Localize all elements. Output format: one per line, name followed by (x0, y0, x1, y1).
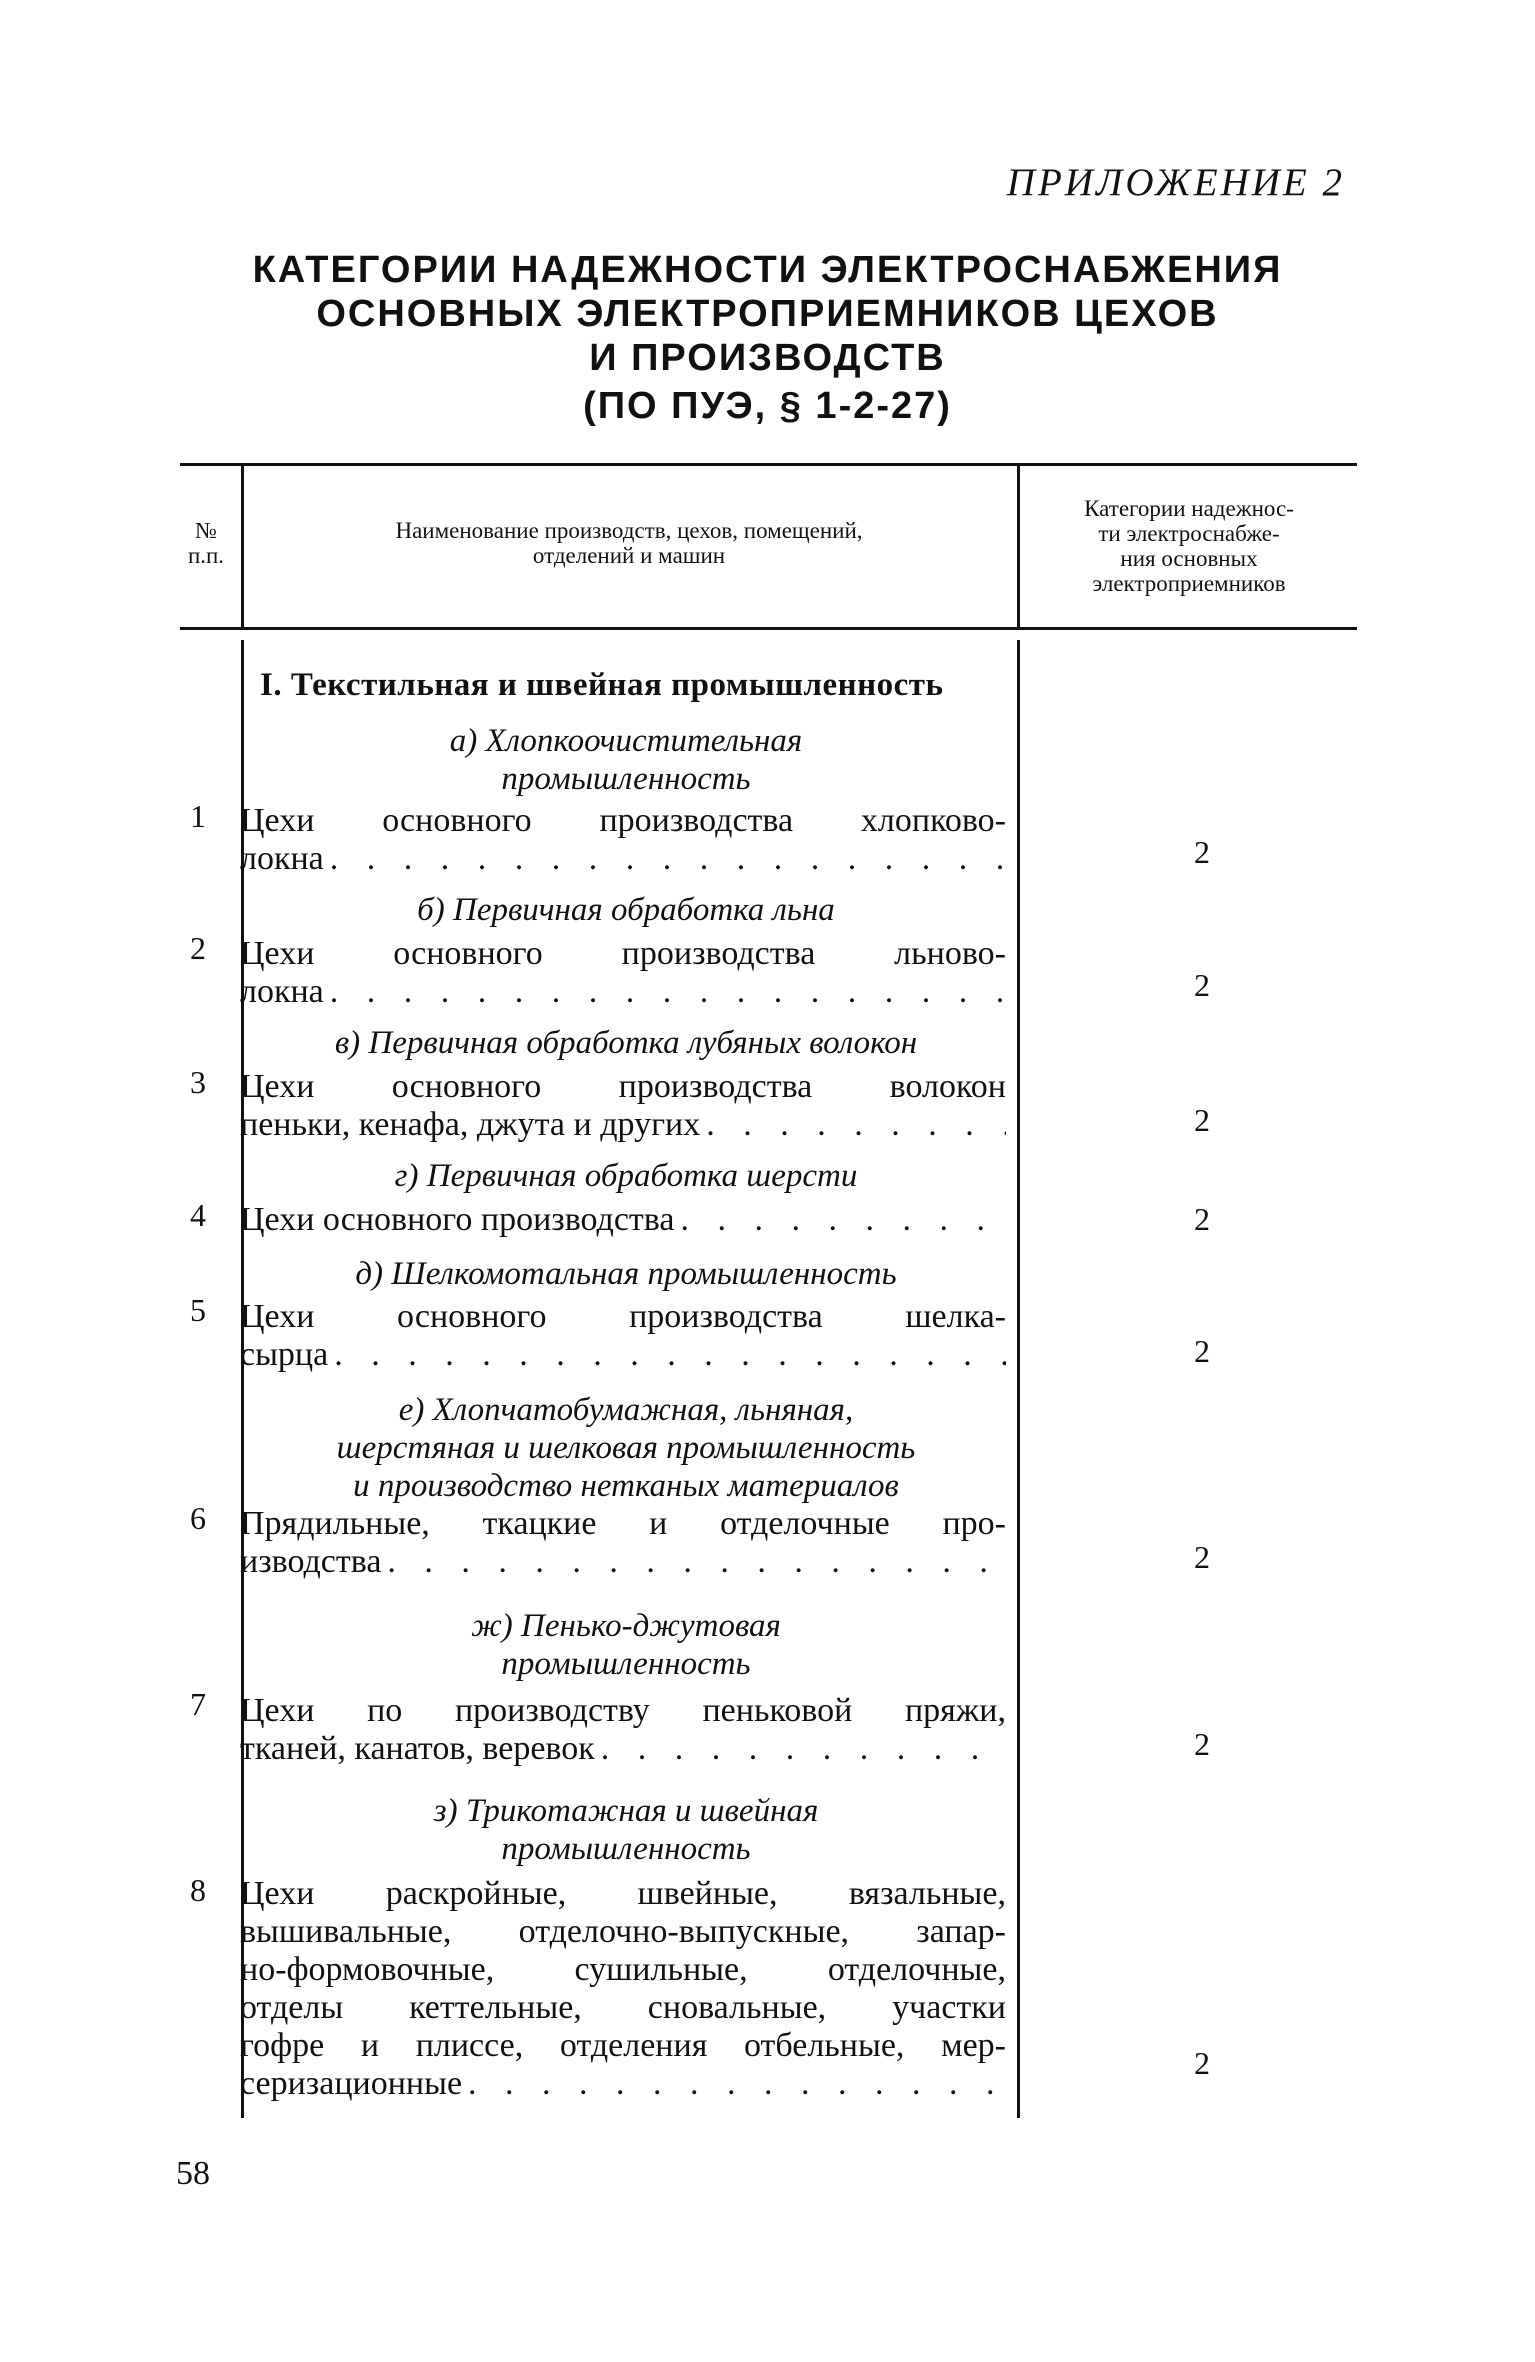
dot-leader (324, 840, 1006, 878)
row-category: 2 (1194, 1726, 1210, 1762)
subsection-heading: з) Трикотажная и швейная промышленность (433, 1793, 819, 1867)
subsection-heading: а) Хлопкоочистительная промышленность (449, 723, 803, 797)
row-category: 2 (1194, 1333, 1210, 1369)
dot-leader (595, 1730, 1006, 1768)
appendix-label: ПРИЛОЖЕНИЕ 2 (1006, 161, 1345, 204)
table-top-rule (180, 463, 1357, 466)
row-number: 5 (190, 1292, 206, 1328)
dot-leader (324, 973, 1006, 1011)
subsection-heading: ж) Пенько-джутовая промышленность (471, 1608, 781, 1682)
dot-leader (381, 1543, 1006, 1581)
row-text: Прядильные, ткацкие и отделочные про- изводства . . . (240, 1505, 1006, 1581)
header-category: Категории надежнос- ти электроснабже- ния основных электроприемников (1084, 496, 1294, 596)
row-text: Цехи основного производства волокон пеньки, кенафа, джута и других . . . (240, 1068, 1006, 1144)
subsection-heading: г) Первичная обработка шерсти (394, 1158, 858, 1194)
row-category: 2 (1194, 2045, 1210, 2081)
subsection-heading: е) Хлопчатобумажная, льняная, шерстяная и шелковая промышленность и производство нетканых материалов (336, 1392, 916, 1504)
title-line-4: (ПО ПУЭ, § 1-2-27) (583, 385, 952, 427)
title-line-3: И ПРОИЗВОДСТВ (589, 337, 946, 379)
row-text: Цехи раскройные, швейные, вязальные, вышивальные, отделочно-выпускные, запар- но-формовочные, сушильные, отделочные, отделы кеттельные, сновальные, участки гофре и плиссе, отделения отбельные, мер- серизационные . . . (240, 1875, 1006, 2103)
row-text: Цехи основного производства . . . (240, 1201, 1006, 1239)
row-number: 1 (190, 798, 206, 834)
row-text: Цехи по производству пеньковой пряжи, тканей, канатов, веревок . . . (240, 1692, 1006, 1768)
dot-leader (700, 1106, 1006, 1144)
row-category: 2 (1194, 834, 1210, 870)
subsection-heading: в) Первичная обработка лубяных волокон (334, 1025, 918, 1061)
row-number: 8 (190, 1872, 206, 1908)
header-number: № п.п. (187, 518, 225, 568)
row-number: 7 (190, 1686, 206, 1722)
page-number: 58 (176, 2155, 210, 2192)
subsection-heading: б) Первичная обработка льна (417, 892, 835, 928)
row-number: 3 (190, 1064, 206, 1100)
table-header-rule (180, 627, 1357, 630)
title-line-2: ОСНОВНЫХ ЭЛЕКТРОПРИЕМНИКОВ ЦЕХОВ (316, 293, 1219, 335)
table-body-divider-right (1017, 640, 1020, 2118)
subsection-heading: д) Шелкомотальная промышленность (355, 1256, 897, 1292)
dot-leader (674, 1201, 1006, 1239)
row-number: 4 (190, 1197, 206, 1233)
row-text: Цехи основного производства шелка- сырца . . . (240, 1298, 1006, 1374)
title-line-1: КАТЕГОРИИ НАДЕЖНОСТИ ЭЛЕКТРОСНАБЖЕНИЯ (252, 249, 1283, 291)
table-divider-right (1017, 463, 1020, 627)
dot-leader (328, 1336, 1006, 1374)
header-name: Наименование производств, цехов, помещений, отделений и машин (395, 518, 863, 568)
table-divider-left (241, 463, 244, 627)
row-category: 2 (1194, 1539, 1210, 1575)
row-text: Цехи основного производства льново- локна . . . (240, 935, 1006, 1011)
section-title: I. Текстильная и швейная промышленность (260, 667, 944, 703)
row-number: 6 (190, 1500, 206, 1536)
page-title (0, 248, 1535, 428)
row-category: 2 (1194, 967, 1210, 1003)
row-category: 2 (1194, 1201, 1210, 1237)
row-category: 2 (1194, 1102, 1210, 1138)
dot-leader (462, 2065, 1006, 2103)
row-text: Цехи основного производства хлопково- локна . . . (240, 802, 1006, 878)
row-number: 2 (190, 930, 206, 966)
